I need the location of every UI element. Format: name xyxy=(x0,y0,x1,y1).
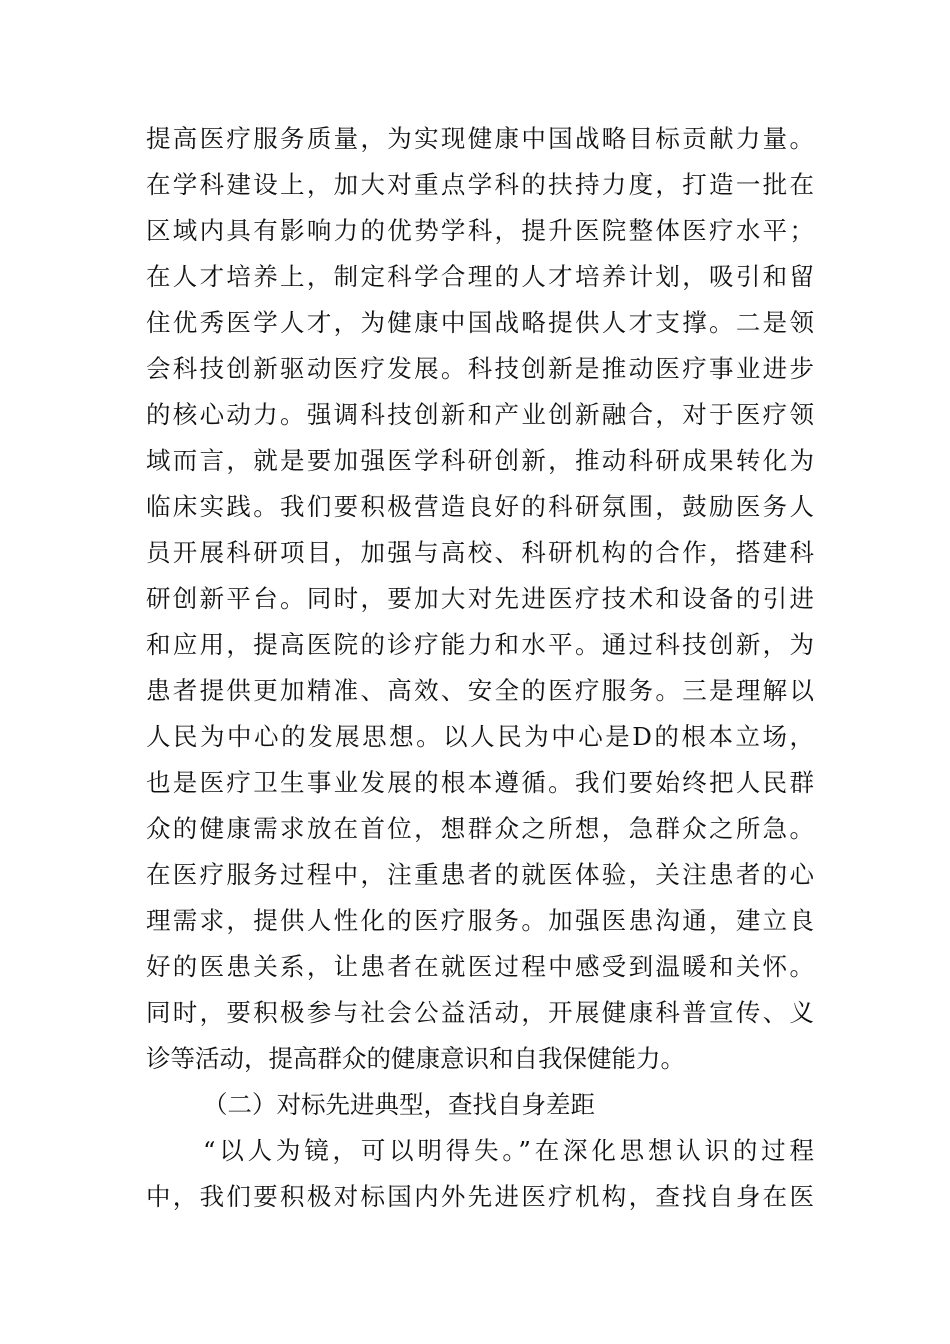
paragraph-line: 的核心动力。强调科技创新和产业创新融合，对于医疗领 xyxy=(146,400,814,429)
paragraph-line: 诊等活动，提高群众的健康意识和自我保健能力。 xyxy=(146,1044,685,1073)
paragraph-line: 区域内具有影响力的优势学科，提升医院整体医疗水平； xyxy=(146,216,814,245)
paragraph-line: 员开展科研项目，加强与高校、科研机构的合作，搭建科 xyxy=(146,538,814,567)
paragraph-line: 中，我们要积极对标国内外先进医疗机构，查找自身在医 xyxy=(146,1182,814,1211)
section-heading: （二）对标先进典型，查找自身差距 xyxy=(203,1090,595,1119)
paragraph-line: 住优秀医学人才，为健康中国战略提供人才支撑。二是领 xyxy=(146,308,814,337)
paragraph-line: 研创新平台。同时，要加大对先进医疗技术和设备的引进 xyxy=(146,584,814,613)
paragraph-line: 众的健康需求放在首位，想群众之所想，急群众之所急。 xyxy=(146,814,814,843)
paragraph-line: 好的医患关系，让患者在就医过程中感受到温暖和关怀。 xyxy=(146,952,814,981)
paragraph-line: 临床实践。我们要积极营造良好的科研氛围，鼓励医务人 xyxy=(146,492,814,521)
paragraph-line: 人民为中心的发展思想。以人民为中心是D的根本立场， xyxy=(146,722,814,751)
paragraph-line: 在学科建设上，加大对重点学科的扶持力度，打造一批在 xyxy=(146,170,814,199)
paragraph-line: 同时，要积极参与社会公益活动，开展健康科普宣传、义 xyxy=(146,998,814,1027)
paragraph-line: 理需求，提供人性化的医疗服务。加强医患沟通，建立良 xyxy=(146,906,814,935)
paragraph-line: “以人为镜，可以明得失。”在深化思想认识的过程 xyxy=(203,1136,814,1165)
paragraph-line: 提高医疗服务质量，为实现健康中国战略目标贡献力量。 xyxy=(146,124,814,153)
paragraph-line: 和应用，提高医院的诊疗能力和水平。通过科技创新，为 xyxy=(146,630,814,659)
paragraph-line: 也是医疗卫生事业发展的根本遵循。我们要始终把人民群 xyxy=(146,768,814,797)
document-body xyxy=(146,116,814,1220)
paragraph-line: 在医疗服务过程中，注重患者的就医体验，关注患者的心 xyxy=(146,860,814,889)
paragraph-line: 患者提供更加精准、高效、安全的医疗服务。三是理解以 xyxy=(146,676,814,705)
paragraph-line: 会科技创新驱动医疗发展。科技创新是推动医疗事业进步 xyxy=(146,354,814,383)
paragraph-line: 域而言，就是要加强医学科研创新，推动科研成果转化为 xyxy=(146,446,814,475)
paragraph-line: 在人才培养上，制定科学合理的人才培养计划，吸引和留 xyxy=(146,262,814,291)
